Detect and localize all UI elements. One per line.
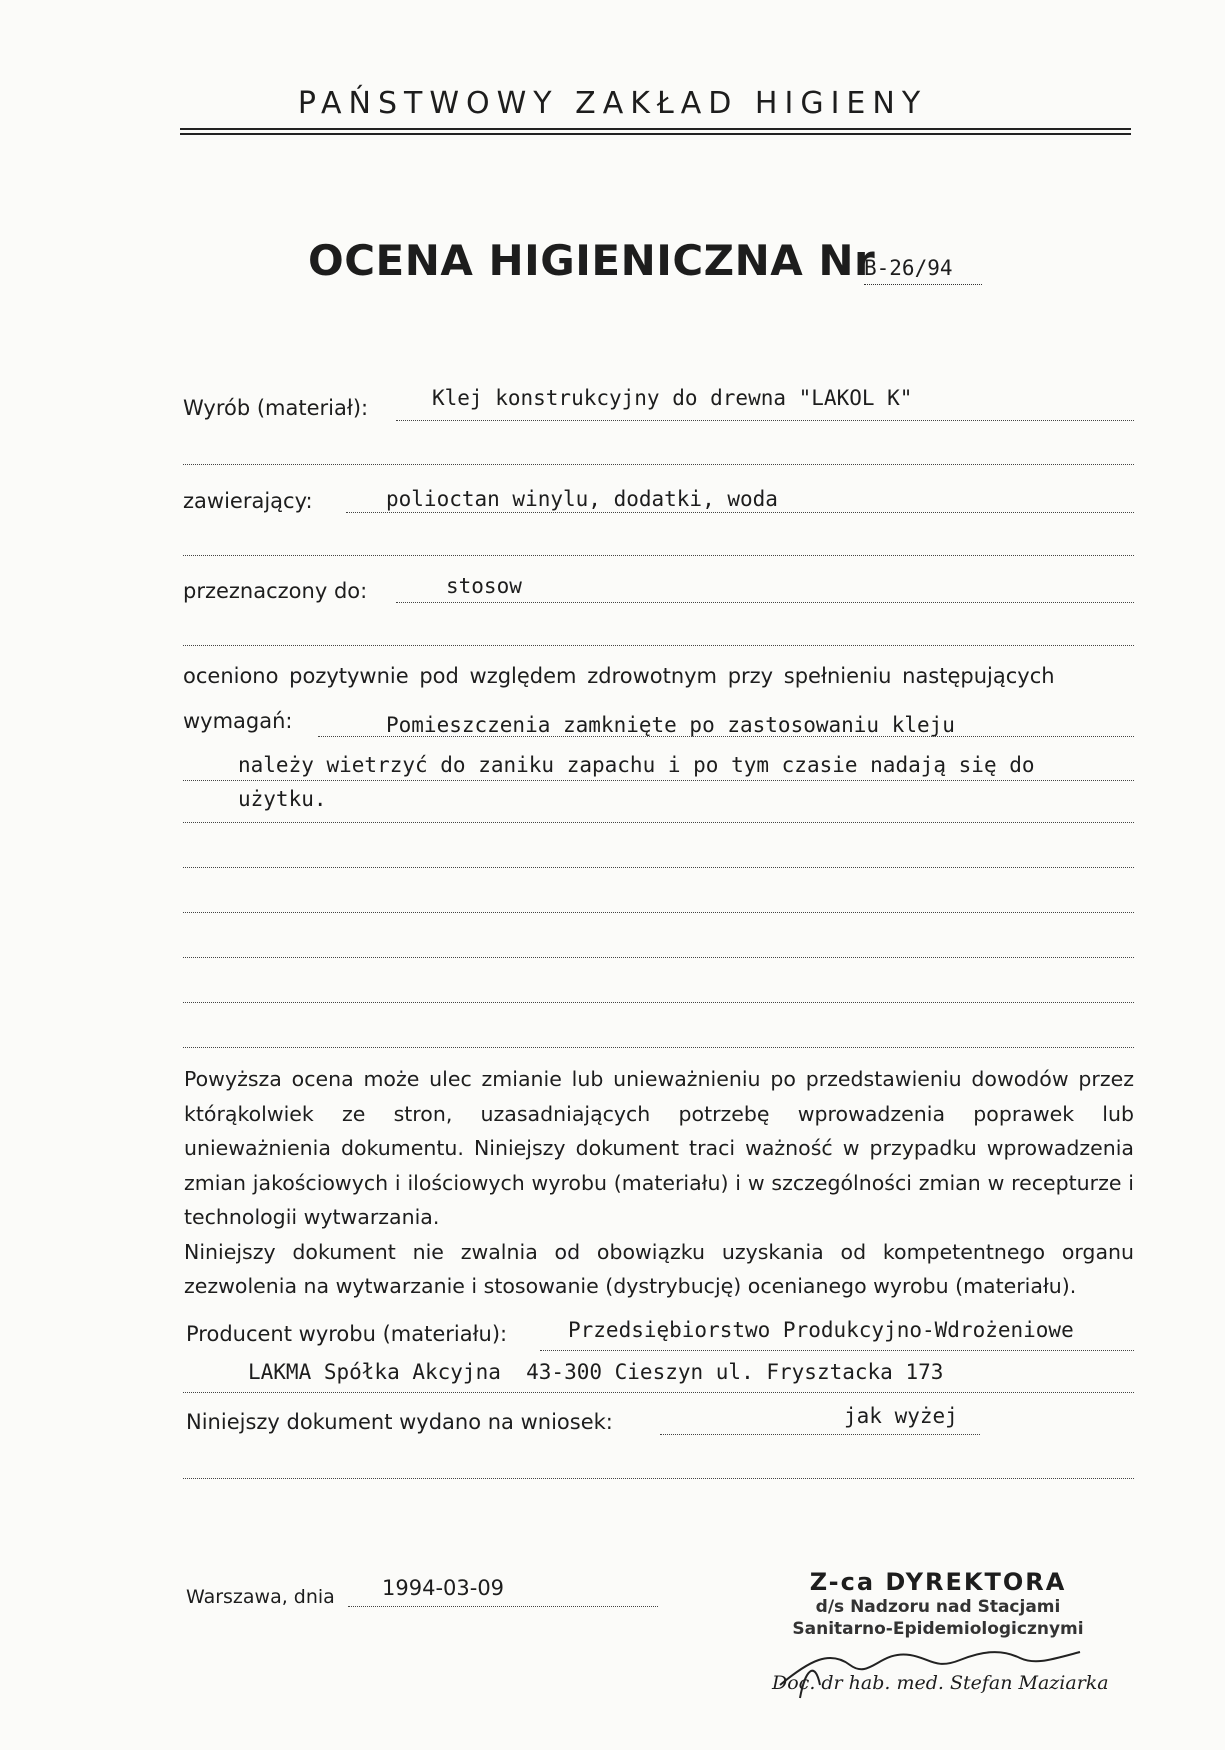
document-title: OCENA HIGIENICZNA Nr: [308, 236, 876, 285]
requirements-dotline-2: [183, 780, 1134, 781]
notice-paragraph-2: Niniejszy dokument nie zwalnia od obowiązku uzyskania od kompetentnego organu zezwolenia na wytwarzanie i stosowanie (dystrybucję) ocenianego wyrobu (materiału).: [184, 1239, 1134, 1298]
blank-dotline-1: [183, 464, 1134, 465]
blank-dotline-9: [183, 1047, 1134, 1048]
request-label: Niniejszy dokument wydano na wniosek:: [186, 1410, 613, 1434]
blank-dotline-8: [183, 1002, 1134, 1003]
requirements-line-2: należy wietrzyć do zaniku zapachu i po tym czasie nadają się do: [238, 753, 1035, 777]
request-dotline: [660, 1434, 980, 1435]
intended-value: stosow: [446, 574, 522, 598]
signature-dept-line-2: Sanitarno-Epidemiologicznymi: [792, 1619, 1084, 1639]
blank-dotline-3: [183, 645, 1134, 646]
producer-dotline-2: [183, 1392, 1134, 1393]
blank-dotline-5: [183, 867, 1134, 868]
blank-dotline-4: [183, 822, 1134, 823]
assessment-text: oceniono pozytywnie pod względem zdrowotnym przy spełnieniu następujących: [183, 664, 1055, 688]
header-rule-top: [180, 128, 1131, 130]
requirements-label: wymagań:: [183, 709, 293, 733]
producer-line-1: Przedsiębiorstwo Produkcyjno-Wdrożeniowe: [568, 1318, 1074, 1342]
producer-line-2: LAKMA Spółka Akcyjna 43-300 Cieszyn ul. Frysztacka 173: [248, 1360, 944, 1384]
blank-dotline-10: [183, 1478, 1134, 1479]
requirements-dotline-1: [318, 736, 1134, 737]
intended-label: przeznaczony do:: [183, 579, 368, 603]
institution-name: PAŃSTWOWY ZAKŁAD HIGIENY: [297, 86, 928, 121]
notice-paragraph-1: Powyższa ocena może ulec zmianie lub unieważnieniu po przedstawieniu dowodów przez którąkolwiek ze stron, uzasadniających potrzebę wprowadzenia poprawek lub unieważnienia dokumentu. Niniejszy dokument traci ważność w przypadku wprowadzenia zmian jakościowych i ilościowych wyrobu (materiału) i w szczególności zmian w recepturze i technologii wytwarzania.: [184, 1067, 1134, 1229]
document-number: B-26/94: [864, 256, 982, 285]
product-dotline: [396, 420, 1134, 421]
place-label: Warszawa, dnia: [186, 1586, 335, 1608]
signature-title: Z-ca DYREKTORA: [809, 1568, 1067, 1596]
header-rule-bottom: [180, 133, 1131, 135]
requirements-line-3: użytku.: [238, 787, 327, 811]
contains-value: polioctan winylu, dodatki, woda: [386, 487, 778, 511]
date-dotline: [348, 1606, 658, 1607]
contains-label: zawierający:: [183, 489, 313, 513]
product-value: Klej konstrukcyjny do drewna "LAKOL K": [432, 386, 913, 410]
intended-dotline: [396, 602, 1134, 603]
blank-dotline-6: [183, 912, 1134, 913]
blank-dotline-2: [183, 555, 1134, 556]
signature-dept-line-1: d/s Nadzoru nad Stacjami: [815, 1597, 1061, 1617]
request-value: jak wyżej: [844, 1404, 958, 1428]
blank-dotline-7: [183, 957, 1134, 958]
issue-date: 1994-03-09: [382, 1576, 505, 1600]
producer-label: Producent wyrobu (materiału):: [186, 1322, 508, 1346]
producer-dotline-1: [540, 1350, 1134, 1351]
signatory-name: Doc. dr hab. med. Stefan Maziarka: [772, 1672, 1109, 1694]
requirements-line-1: Pomieszczenia zamknięte po zastosowaniu kleju: [386, 713, 955, 737]
contains-dotline: [346, 512, 1134, 513]
product-label: Wyrób (materiał):: [183, 396, 369, 420]
validity-notice: [184, 1062, 1134, 1304]
